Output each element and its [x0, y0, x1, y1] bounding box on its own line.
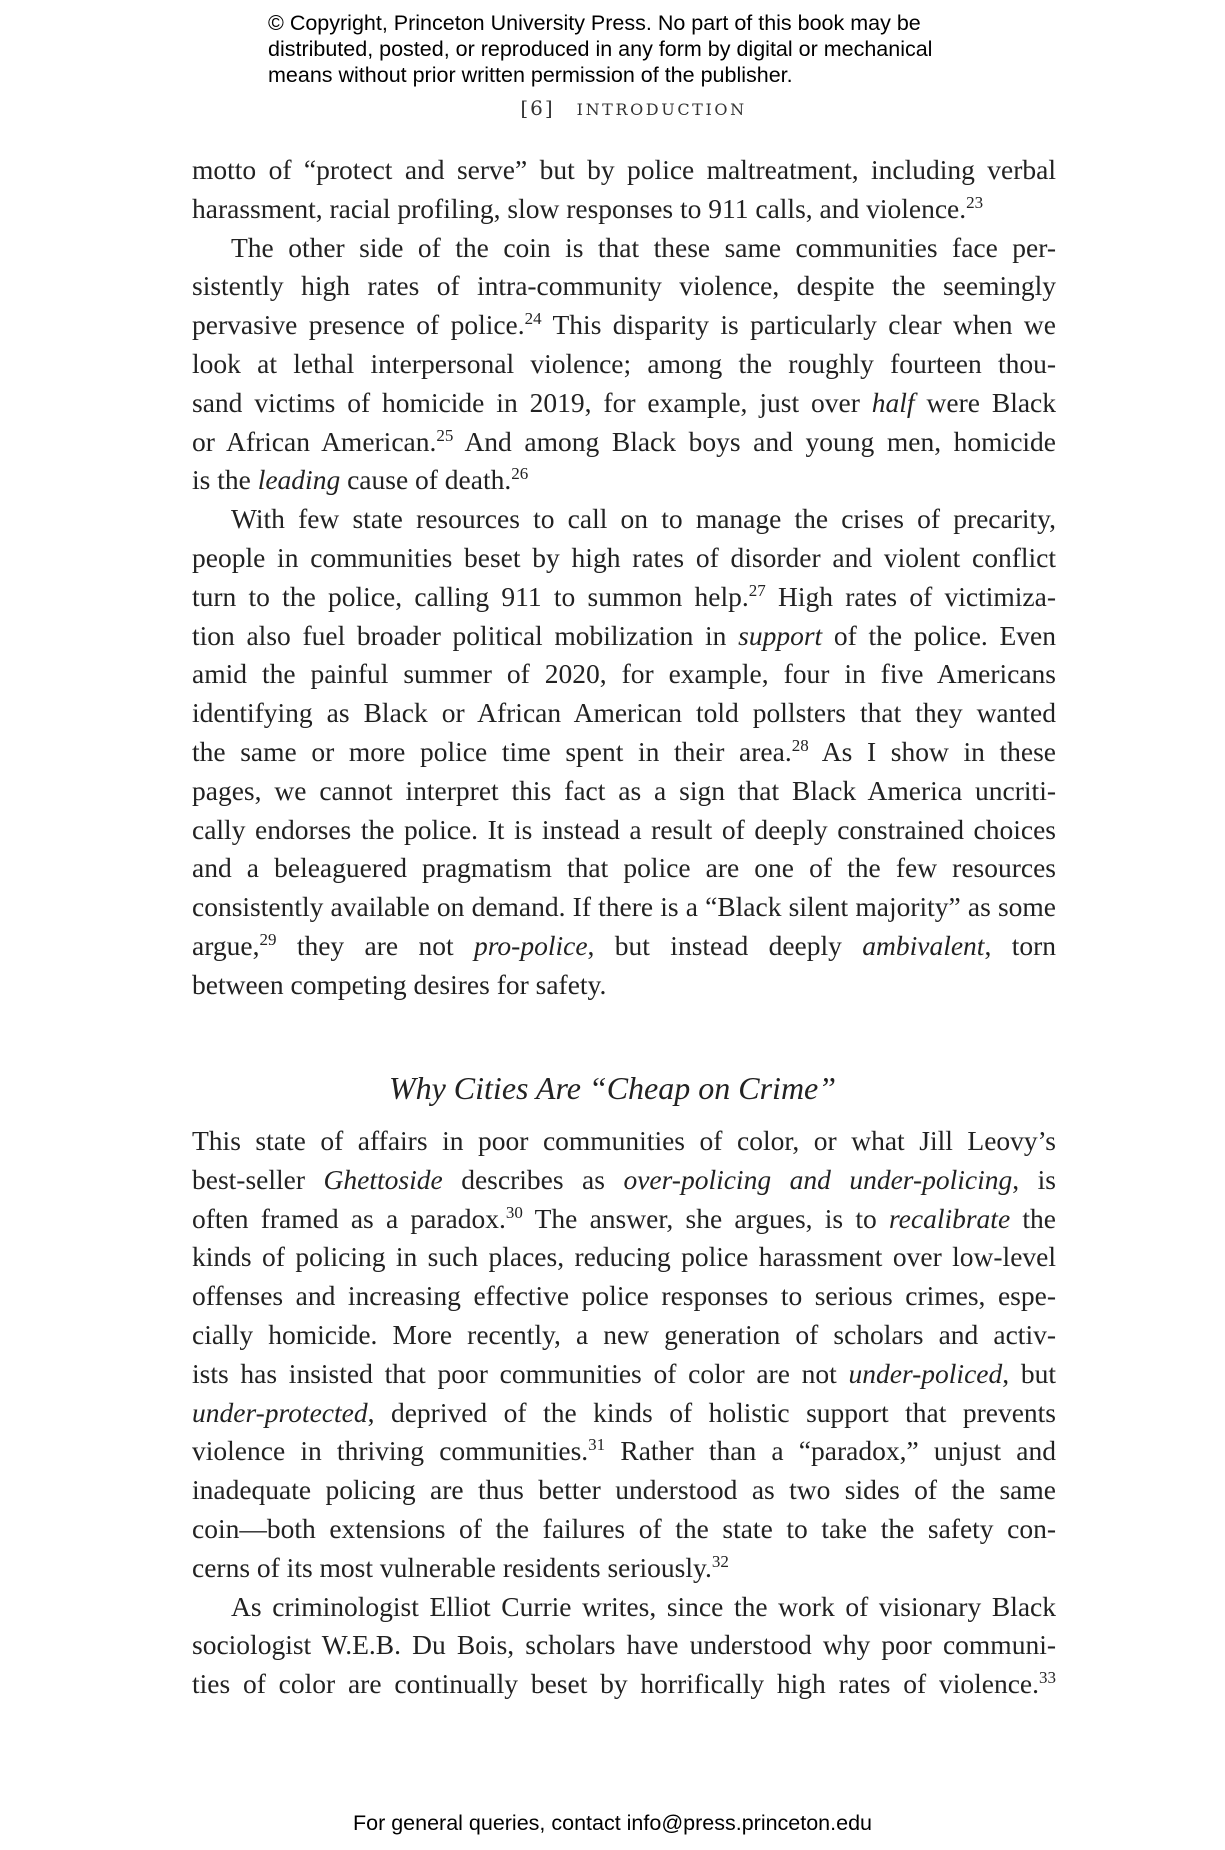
text-run: inadequate policing are thus better understood as two sides of the same [192, 1474, 1056, 1506]
footnote-ref: 31 [588, 1435, 606, 1455]
text-run: sistently high rates of intra-community violence, despite the seemingly [192, 270, 1056, 302]
chapter-title: INTRODUCTION [576, 100, 747, 119]
text-run: ties of color are continually beset by horrifically high rates of violence. [192, 1668, 1039, 1700]
text-run: of the police. Even [822, 619, 1056, 651]
text-line [192, 1160, 1056, 1199]
footnote-ref: 32 [711, 1551, 729, 1571]
text-run: were Black [914, 386, 1056, 418]
text-line [192, 228, 1056, 267]
text-run: argue, [192, 930, 260, 961]
text-run: best-seller [192, 1163, 324, 1195]
text-line [192, 460, 1056, 499]
text-run: And among Black boys and young men, homicide [453, 425, 1057, 457]
text-run: turn to the police, calling 911 to summon help. [192, 580, 749, 612]
text-run: cerns of its most vulnerable residents seriously. [192, 1551, 712, 1583]
footnote-ref: 28 [791, 736, 809, 755]
text-run: and a beleaguered pragmatism that police are one of the few resources [192, 852, 1056, 884]
text-line [192, 848, 1056, 887]
text-run: amid the painful summer of 2020, for example, four in five Americans [192, 658, 1056, 690]
text-run: With few state resources to call on to manage the crises of precarity, [231, 503, 1056, 535]
text-line [192, 499, 1056, 538]
text-line [192, 1509, 1056, 1548]
footer-contact: For general queries, contact info@press.princeton.edu [352, 1811, 872, 1835]
text-run: harassment, racial profiling, slow responses to 911 calls, and violence. [192, 192, 967, 224]
footnote-ref: 29 [259, 930, 277, 949]
text-run: , deprived of the kinds of holistic support that prevents [367, 1396, 1056, 1428]
text-run: ists has insisted that poor communities of color are not [192, 1357, 849, 1389]
text-line [192, 965, 1056, 1004]
italic-text: leading [257, 464, 341, 496]
text-run: the same or more police time spent in their area. [192, 736, 792, 767]
text-line [192, 344, 1056, 383]
text-run: motto of “protect and serve” but by police maltreatment, including verbal [192, 154, 1056, 185]
text-run: look at lethal interpersonal violence; among the roughly fourteen thou- [192, 348, 1056, 379]
text-line [192, 1121, 1056, 1160]
text-run: , but instead deeply [587, 930, 863, 961]
copyright-notice [268, 10, 932, 88]
footnote-ref: 23 [966, 192, 984, 212]
text-line [192, 732, 1056, 771]
text-run: The answer, she argues, is to [522, 1202, 889, 1234]
text-line [192, 305, 1056, 344]
text-run: cause of death. [340, 464, 512, 496]
copyright-line: © Copyright, Princeton University Press. No part of this book may be [268, 11, 921, 35]
text-run: kinds of policing in such places, reducing police harassment over low-level [192, 1241, 1056, 1273]
italic-text: ambivalent [862, 930, 985, 961]
text-run: they are not [276, 930, 474, 961]
text-run: violence in thriving communities. [192, 1435, 589, 1467]
text-run: describes as [442, 1163, 624, 1195]
text-run: tion also fuel broader political mobilization in [192, 619, 739, 651]
text-run: people in communities beset by high rates of disorder and violent conflict [192, 542, 1056, 573]
footnote-ref: 27 [748, 580, 766, 600]
footnote-ref: 30 [505, 1202, 523, 1222]
page-number: [6] [520, 96, 555, 120]
text-line [192, 422, 1056, 461]
text-run: sand victims of homicide in 2019, for example, just over [192, 386, 872, 418]
text-line [192, 1664, 1056, 1703]
text-run: pages, we cannot interpret this fact as a sign that Black America uncriti- [192, 774, 1056, 806]
text-run: offenses and increasing effective police responses to serious crimes, espe- [192, 1280, 1056, 1312]
italic-text: under-policed [848, 1357, 1003, 1389]
running-head [0, 96, 1225, 120]
text-line [192, 771, 1056, 810]
text-line [192, 1237, 1056, 1276]
text-run: High rates of victimiza- [765, 580, 1056, 612]
text-run: The other side of the coin is that these same communities face per- [231, 231, 1056, 263]
text-run: cally endorses the police. It is instead a result of deeply constrained choices [192, 813, 1056, 845]
italic-text: half [871, 386, 915, 418]
text-run: This state of affairs in poor communities of color, or what Jill Leovy’s [192, 1125, 1056, 1156]
footnote-ref: 26 [511, 464, 529, 484]
text-run: coin—both extensions of the failures of the state to take the safety con- [192, 1513, 1056, 1544]
italic-text: Ghettoside [323, 1163, 443, 1195]
italic-text: support [738, 619, 823, 651]
text-run: the [1010, 1202, 1056, 1234]
text-run: between competing desires for safety. [192, 968, 607, 1000]
text-run: cially homicide. More recently, a new generation of scholars and activ- [192, 1319, 1056, 1350]
text-run: is the [192, 464, 258, 496]
text-line [192, 1393, 1056, 1432]
italic-text: under-protected [192, 1396, 368, 1428]
text-line [192, 1199, 1056, 1238]
text-line [192, 810, 1056, 849]
text-line [192, 538, 1056, 577]
text-line [192, 1587, 1056, 1626]
text-run: , torn [984, 930, 1056, 961]
copyright-line: distributed, posted, or reproduced in any form by digital or mechanical [268, 37, 933, 61]
text-line [192, 1625, 1056, 1664]
text-run: consistently available on demand. If there is a “Black silent majority” as some [192, 891, 1056, 923]
text-run: identifying as Black or African American told pollsters that they wanted [192, 697, 1056, 729]
text-line [192, 654, 1056, 693]
text-run: , but [1002, 1357, 1056, 1389]
text-line [192, 1276, 1056, 1315]
section-heading: Why Cities Are “Cheap on Crime” [388, 1070, 837, 1106]
footnote-ref: 25 [436, 425, 454, 445]
text-run: pervasive presence of police. [192, 309, 525, 341]
text-run: or African American. [192, 425, 437, 457]
copyright-line: means without prior written permission of the publisher. [268, 63, 793, 87]
italic-text: recalibrate [888, 1202, 1011, 1234]
text-line [192, 577, 1056, 616]
text-line [192, 266, 1056, 305]
text-line [192, 616, 1056, 655]
text-line [192, 1354, 1056, 1393]
footnote-ref: 33 [1039, 1668, 1056, 1688]
text-run: Rather than a “paradox,” unjust and [605, 1435, 1056, 1467]
text-run: often framed as a paradox. [192, 1202, 506, 1234]
text-run: As criminologist Elliot Currie writes, since the work of visionary Black [231, 1590, 1056, 1622]
text-line [192, 1470, 1056, 1509]
text-line [192, 1548, 1056, 1587]
text-run: sociologist W.E.B. Du Bois, scholars have understood why poor communi- [192, 1629, 1056, 1661]
text-line [192, 887, 1056, 926]
text-line [192, 383, 1056, 422]
text-line [192, 926, 1056, 965]
text-line [192, 150, 1056, 189]
text-line [192, 1315, 1056, 1354]
italic-text: over-policing and under-policing [623, 1163, 1013, 1195]
text-run: As I show in these [808, 736, 1056, 767]
italic-text: pro-police [474, 930, 588, 961]
text-run: This disparity is particularly clear when we [541, 309, 1056, 341]
text-line [192, 1431, 1056, 1470]
text-line [192, 693, 1056, 732]
footnote-ref: 24 [524, 309, 542, 329]
text-line [192, 189, 1056, 228]
text-run: , is [1012, 1163, 1056, 1195]
